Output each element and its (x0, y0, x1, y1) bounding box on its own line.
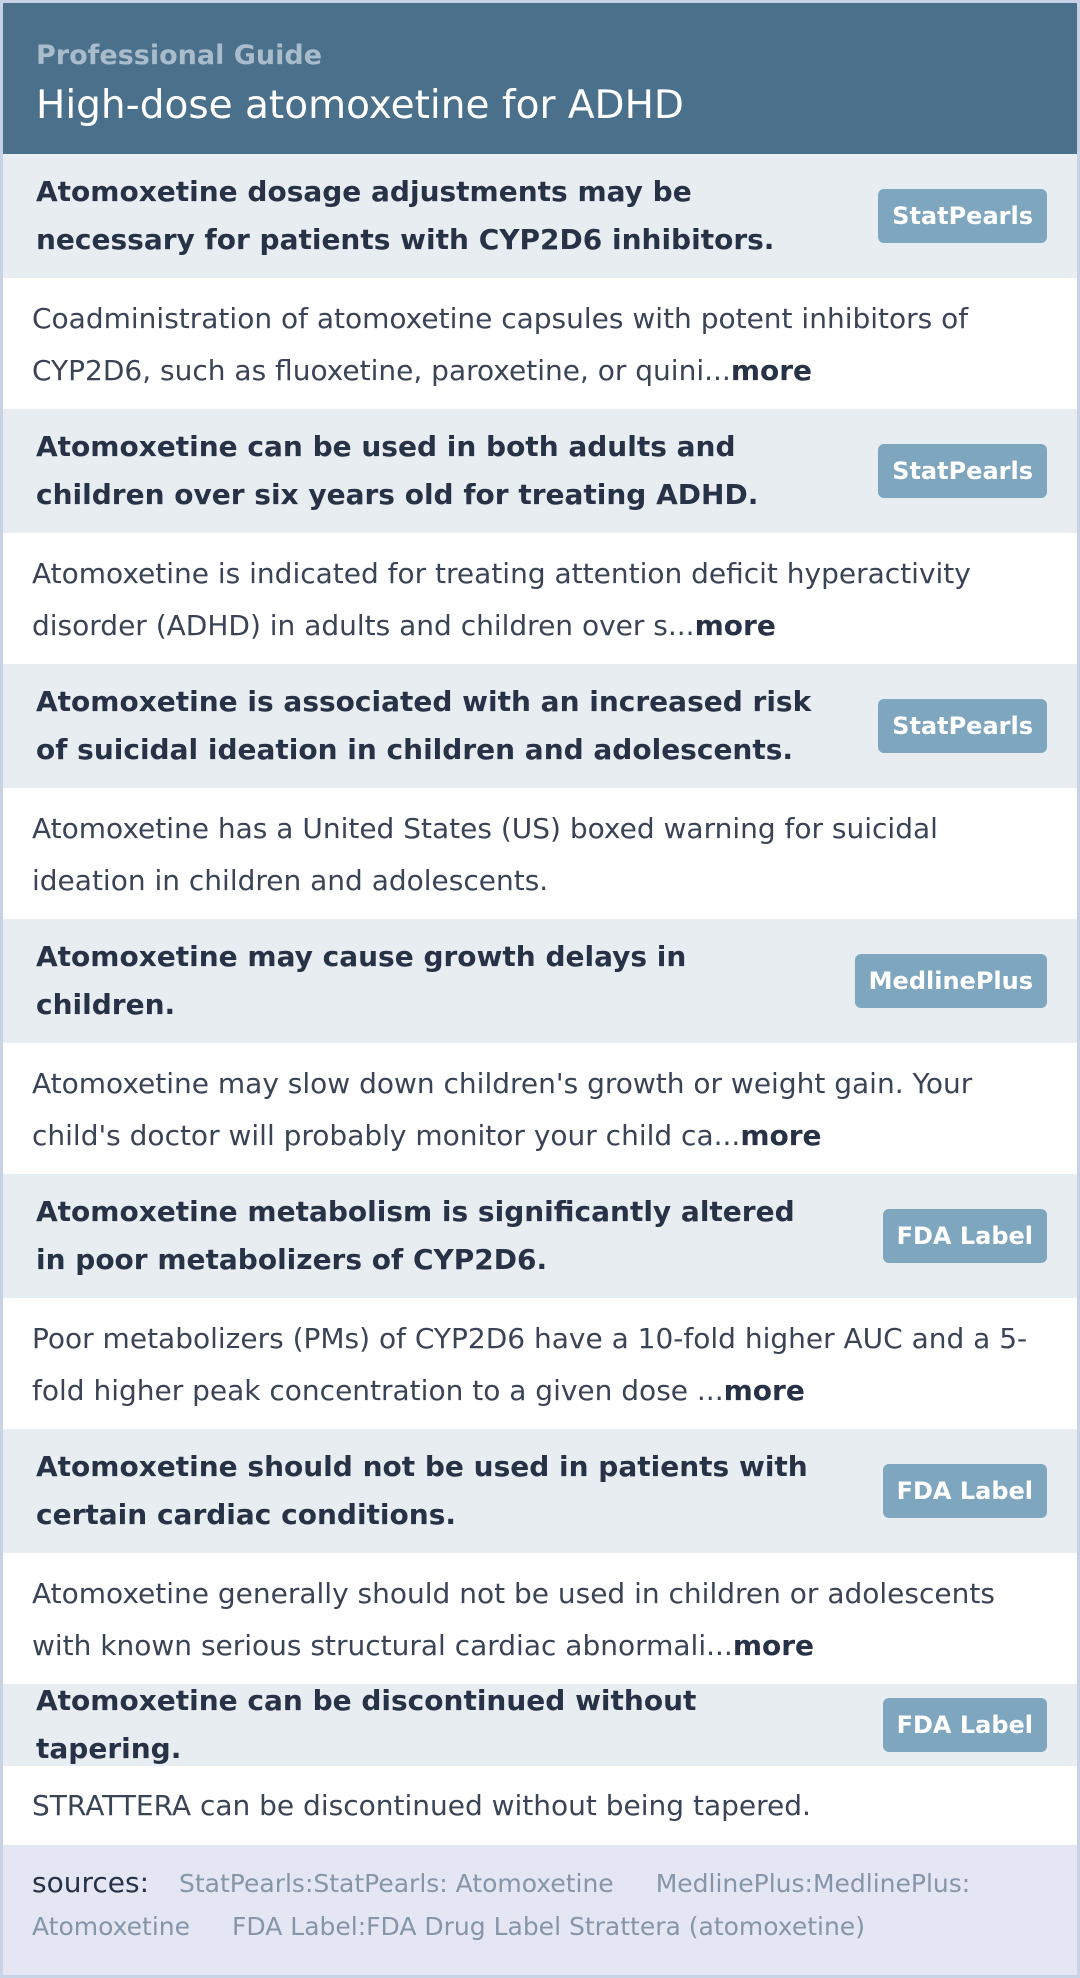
sources-footer (3, 1845, 1077, 1975)
more-link[interactable]: more (740, 1119, 822, 1152)
detail-text: Atomoxetine may slow down children's growth or weight gain. Your child's doctor will probably monitor your child ca... (32, 1067, 973, 1152)
detail-text: STRATTERA can be discontinued without being tapered. (32, 1789, 811, 1822)
claims-list (3, 154, 1077, 1850)
claim-detail (3, 788, 1077, 919)
source-badge[interactable]: FDA Label (883, 1209, 1047, 1263)
more-link[interactable]: more (723, 1374, 805, 1407)
claim-row (3, 1429, 1077, 1553)
source-badge[interactable]: FDA Label (883, 1464, 1047, 1518)
guide-header (3, 3, 1077, 154)
more-link[interactable]: more (694, 609, 776, 642)
more-link[interactable]: more (732, 1629, 815, 1662)
claim-row (3, 1174, 1077, 1298)
detail-text: Coadministration of atomoxetine capsules with potent inhibitors of CYP2D6, such as fluoxetine, paroxetine, or quini... (32, 302, 969, 387)
page-title: High-dose atomoxetine for ADHD (36, 83, 684, 128)
claim-detail (3, 1553, 1077, 1684)
guide-kicker: Professional Guide (36, 40, 323, 71)
claim-detail (3, 1298, 1077, 1429)
claim-row (3, 154, 1077, 278)
source-badge[interactable]: MedlinePlus (855, 954, 1047, 1008)
claim-row (3, 919, 1077, 1043)
detail-text: Poor metabolizers (PMs) of CYP2D6 have a 10-fold higher AUC and a 5-fold higher peak concentration to a given dose ... (32, 1322, 1028, 1407)
claim-text: Atomoxetine may cause growth delays in children. (36, 940, 687, 1021)
claim-text: Atomoxetine dosage adjustments may be necessary for patients with CYP2D6 inhibitors. (36, 175, 775, 256)
claim-text: Atomoxetine metabolism is significantly altered in poor metabolizers of CYP2D6. (36, 1195, 795, 1276)
source-link[interactable]: StatPearls:StatPearls: Atomoxetine (179, 1869, 614, 1898)
claim-detail (3, 278, 1077, 409)
claim-row (3, 409, 1077, 533)
detail-text: Atomoxetine is indicated for treating attention deficit hyperactivity disorder (ADHD) in adults and children over s... (32, 557, 971, 642)
detail-text: Atomoxetine generally should not be used in children or adolescents with known serious structural cardiac abnormali... (32, 1577, 995, 1662)
claim-text: Atomoxetine is associated with an increased risk of suicidal ideation in children and adolescents. (36, 685, 812, 766)
claim-text: Atomoxetine can be discontinued without tapering. (36, 1684, 697, 1765)
source-badge[interactable]: StatPearls (878, 189, 1047, 243)
sources-label: sources: (32, 1866, 150, 1899)
source-badge[interactable]: FDA Label (883, 1698, 1047, 1752)
claim-row (3, 664, 1077, 788)
more-link[interactable]: more (730, 354, 813, 387)
source-link[interactable]: FDA Label:FDA Drug Label Strattera (atomoxetine) (232, 1912, 865, 1941)
source-badge[interactable]: StatPearls (878, 444, 1047, 498)
claim-text: Atomoxetine can be used in both adults and children over six years old for treating ADHD. (36, 430, 759, 511)
claim-row (3, 1684, 1077, 1766)
claim-text: Atomoxetine should not be used in patients with certain cardiac conditions. (36, 1450, 808, 1531)
source-badge[interactable]: StatPearls (878, 699, 1047, 753)
claim-detail (3, 1043, 1077, 1174)
claim-detail (3, 1766, 1077, 1850)
source-link[interactable]: MedlinePlus:MedlinePlus: Atomoxetine (32, 1869, 971, 1941)
claim-detail (3, 533, 1077, 664)
detail-text: Atomoxetine has a United States (US) boxed warning for suicidal ideation in children and adolescents. (32, 812, 938, 897)
